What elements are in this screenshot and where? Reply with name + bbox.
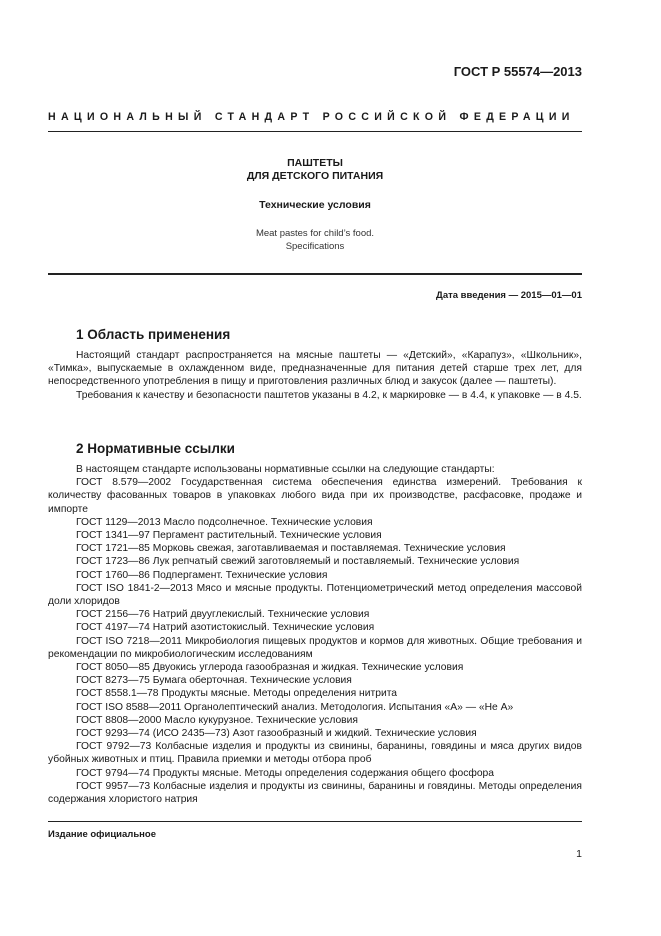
reference-item: ГОСТ ISO 8588—2011 Органолептический анализ. Методология. Испытания «А» — «Не А» (76, 701, 514, 713)
title-rule (48, 273, 582, 275)
reference-item: ГОСТ 8.579—2002 Государственная система обеспечения единства измерений. Требования к количеству фасованных товаров в упаковках любого вида при их производстве, расфасовке, продаже и импорте (48, 477, 582, 515)
footer-rule (48, 821, 582, 822)
title-line-1: ПАШТЕТЫ (287, 157, 343, 169)
document-subtitle: Технические условия (259, 199, 371, 211)
document-title-block (48, 157, 582, 253)
section-1-body (48, 349, 582, 402)
reference-item: ГОСТ 1760—86 Подпергамент. Технические условия (76, 569, 328, 581)
section-2-heading: 2 Нормативные ссылки (76, 441, 235, 456)
edition-label: Издание официальное (48, 829, 156, 840)
reference-item: ГОСТ 9957—73 Колбасные изделия и продукты из свинины, баранины и говядины. Методы определения содержания хлористого натрия (48, 780, 582, 806)
doc-number: ГОСТ Р 55574—2013 (453, 64, 582, 79)
reference-item: ГОСТ 4197—74 Натрий азотистокислый. Технические условия (76, 622, 375, 634)
section-1-heading: 1 Область применения (76, 327, 231, 342)
reference-item: ГОСТ 8808—2000 Масло кукурузное. Технические условия (76, 714, 358, 726)
reference-item: ГОСТ ISO 7218—2011 Микробиология пищевых продуктов и кормов для животных. Общие требования и рекомендации по микробиологическим исследованиям (48, 635, 582, 660)
reference-item: ГОСТ 8050—85 Двуокись углерода газообразная и жидкая. Технические условия (76, 662, 464, 674)
reference-item: ГОСТ 1721—85 Морковь свежая, заготавливаемая и поставляемая. Технические условия (76, 543, 506, 555)
intro-date: Дата введения — 2015—01—01 (436, 290, 582, 301)
reference-item: ГОСТ 1341—97 Пергамент растительный. Технические условия (76, 530, 382, 542)
title-line-2: ДЛЯ ДЕТСКОГО ПИТАНИЯ (246, 170, 384, 182)
reference-item: ГОСТ 9794—74 Продукты мясные. Методы определения содержания общего фосфора (76, 767, 495, 779)
reference-item: ГОСТ 1723—86 Лук репчатый свежий заготовляемый и поставляемый. Технические условия (76, 556, 520, 568)
reference-item: ГОСТ 1129—2013 Масло подсолнечное. Технические условия (76, 516, 373, 528)
section-2-intro: В настоящем стандарте использованы нормативные ссылки на следующие стандарты: (76, 464, 495, 475)
english-title-line-2: Specifications (285, 241, 345, 252)
section-1-paragraph: Настоящий стандарт распространяется на мясные паштеты — «Детский», «Карапуз», «Школьник», «Тимка», выпускаемые в охлажденном виде, предназначенные для питания детей старше трех лет, для непосредственного употребления в пищу и приготовления различных блюд и закусок (далее — паштеты). (48, 350, 582, 388)
national-standard-title: НАЦИОНАЛЬНЫЙ СТАНДАРТ РОССИЙСКОЙ ФЕДЕРАЦИИ (48, 111, 575, 123)
english-title-line-1: Meat pastes for child’s food. (255, 228, 375, 239)
section-1-paragraph: Требования к качеству и безопасности паштетов указаны в 4.2, к маркировке — в 4.4, к упаковке — в 4.5. (76, 389, 582, 401)
reference-item: ГОСТ 2156—76 Натрий двууглекислый. Технические условия (76, 609, 370, 621)
reference-item: ГОСТ 8558.1—78 Продукты мясные. Методы определения нитрита (76, 688, 398, 700)
header-rule (48, 131, 582, 132)
reference-item: ГОСТ 9792—73 Колбасные изделия и продукты из свинины, баранины, говядины и мяса других видов убойных животных и птиц. Правила приемки и методы отбора проб (48, 741, 582, 766)
reference-item: ГОСТ 9293—74 (ИСО 2435—73) Азот газообразный и жидкий. Технические условия (76, 728, 477, 740)
page-number: 1 (576, 848, 582, 860)
reference-item: ГОСТ 8273—75 Бумага оберточная. Технические условия (76, 675, 352, 687)
section-2-body (48, 463, 582, 806)
reference-item: ГОСТ ISO 1841-2—2013 Мясо и мясные продукты. Потенциометрический метод определения массовой доли хлоридов (48, 582, 582, 608)
